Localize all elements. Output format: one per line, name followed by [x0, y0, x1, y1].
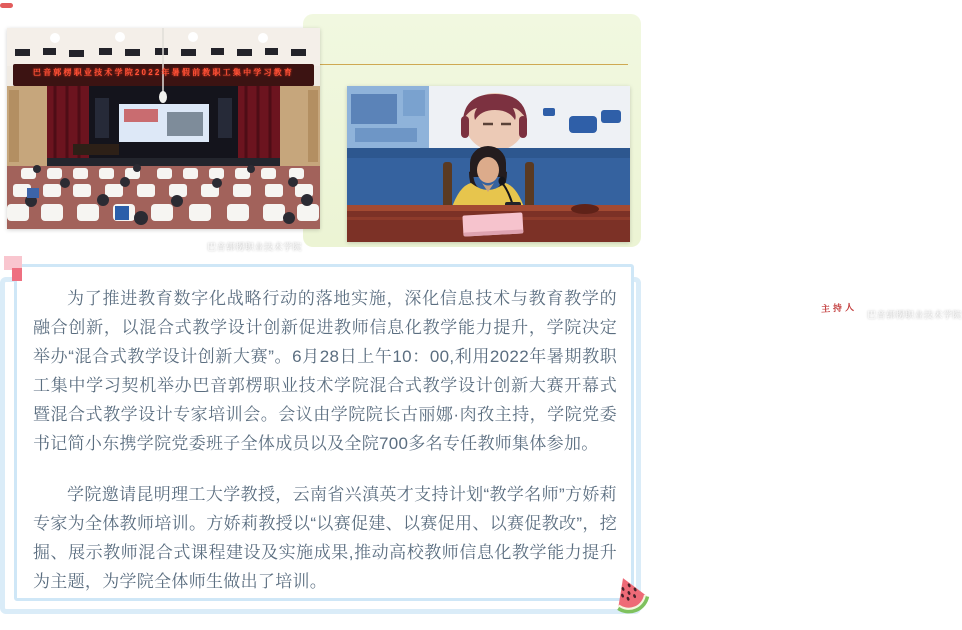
paragraph-2: 学院邀请昆明理工大学教授，云南省兴滇英才支持计划“教学名师”方娇莉专家为全体教师培训。方娇莉教授以“以赛促建、以赛促用、以赛促教改”，挖掘、展示教师混合式课程建设及实施成果,推动高校教师信息化教学能力提升为主题，为学院全体师生做出了培训。 — [33, 485, 617, 591]
pink-corner-decoration-dark — [12, 268, 22, 281]
gold-divider-line — [310, 64, 628, 65]
camera-logo-icon — [855, 310, 864, 319]
auditorium-illustration — [7, 28, 320, 229]
watermark-text: 巴音郭楞职业技术学院 — [867, 310, 962, 320]
photo-watermark — [855, 308, 962, 321]
top-left-dash-decoration — [0, 3, 13, 8]
watermark-text: 巴音郭楞职业技术学院 — [207, 242, 303, 252]
host-photo[interactable] — [347, 86, 962, 320]
name-plate-text: 主持人 — [820, 302, 858, 314]
article-card — [14, 264, 634, 601]
led-banner-text: 巴音郭楞职业技术学院2022年暑假前教职工集中学习教育 — [32, 68, 295, 77]
camera-logo-icon — [195, 242, 204, 251]
auditorium-photo[interactable] — [7, 28, 320, 252]
article-body — [17, 267, 631, 596]
photo-watermark — [195, 240, 302, 253]
watermelon-icon — [610, 574, 648, 612]
paragraph-1: 为了推进教育数字化战略行动的落地实施，深化信息技术与教育教学的融合创新，以混合式教学设计创新促进教师信息化教学能力提升，学院决定举办“混合式教学设计创新大赛”。6月28日上午10：00,利用2022年暑期教职工集中学习契机举办巴音郭楞职业技术学院混合式教学设计创新大赛开幕式暨混合式教学设计专家培训会。会议由学院院长古丽娜·肉孜主持，学院党委书记简小东携学院党委班子全体成员以及全院700多名专任教师集体参加。 — [33, 289, 617, 453]
host-illustration — [347, 86, 630, 242]
